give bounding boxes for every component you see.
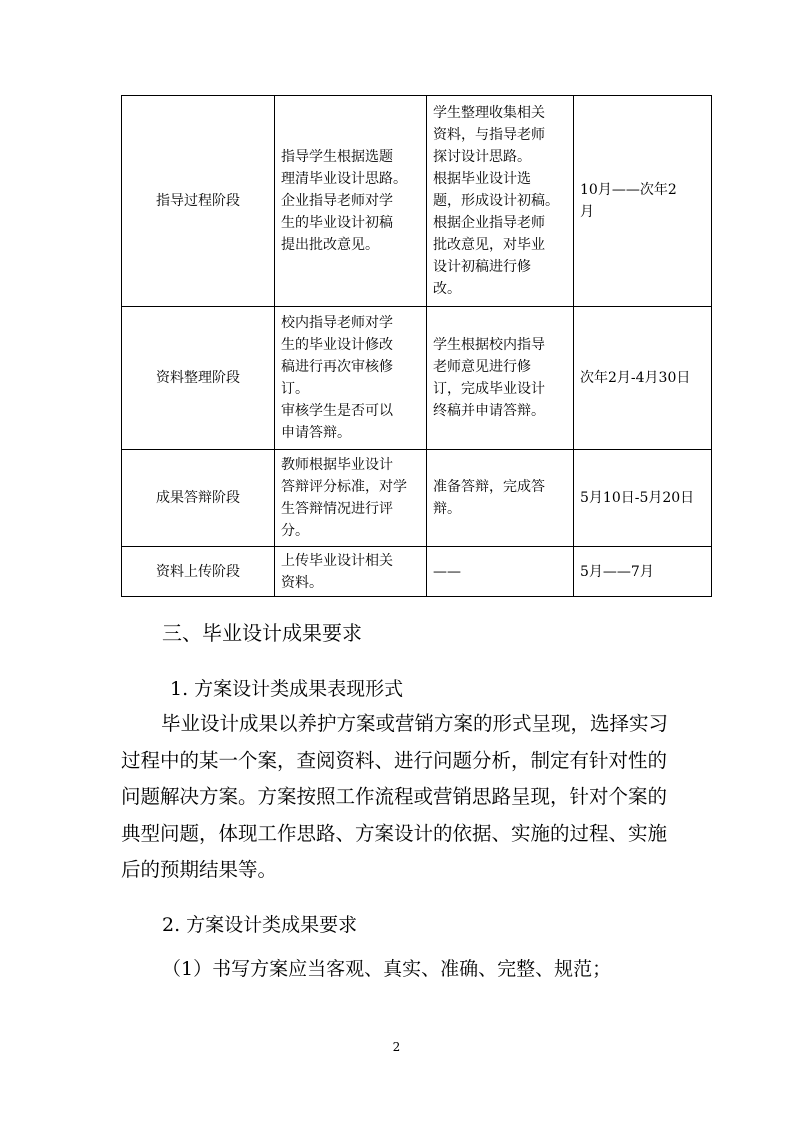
time-cell: [574, 96, 712, 307]
sub-heading-form: 1. 方案设计类成果表现形式: [170, 678, 404, 700]
time-text: 10月——次年2 月: [580, 182, 677, 220]
requirement-item-1: （1）书写方案应当客观、真实、准确、完整、规范；: [162, 958, 612, 980]
stage-label: 资料上传阶段: [156, 563, 240, 580]
time-text: 5月10日-5月20日: [580, 490, 695, 506]
table-row: [122, 450, 712, 547]
student-task-text: ——: [433, 563, 461, 580]
teacher-task-cell: [275, 307, 427, 450]
teacher-task-cell: [275, 547, 427, 597]
section-heading: 三、毕业设计成果要求: [162, 621, 362, 645]
schedule-table: [121, 95, 712, 597]
stage-label: 指导过程阶段: [156, 193, 240, 209]
stage-cell: [122, 547, 275, 597]
stage-cell: [122, 307, 275, 450]
time-cell: [574, 307, 712, 450]
time-cell: [574, 450, 712, 547]
student-task-text: 学生整理收集相关 资料，与指导老师 探讨设计思路。 根据毕业设计选 题，形成设计初稿。 根据企业指导老师 批改意见，对毕业 设计初稿进行修 改。: [433, 105, 559, 297]
stage-label: 成果答辩阶段: [156, 490, 240, 506]
teacher-task-cell: [275, 450, 427, 547]
stage-cell: [122, 96, 275, 307]
body-paragraph: 毕业设计成果以养护方案或营销方案的形式呈现，选择实习过程中的某一个案，查阅资料、进行问题分析，制定有针对性的问题解决方案。方案按照工作流程或营销思路呈现，针对个案的典型问题，体现工作思路、方案设计的依据、实施的过程、实施后的预期结果等。: [121, 712, 669, 881]
student-task-cell: [427, 450, 574, 547]
time-cell: [574, 547, 712, 597]
table-row: [122, 547, 712, 597]
student-task-cell: [427, 307, 574, 450]
teacher-task-text: 教师根据毕业设计 答辩评分标准，对学 生答辩情况进行评 分。: [281, 457, 407, 539]
teacher-task-text: 校内指导老师对学 生的毕业设计修改 稿进行再次审核修 订。 审核学生是否可以 申请答辩。: [281, 315, 393, 441]
teacher-task-text: 指导学生根据选题 理清毕业设计思路。 企业指导老师对学 生的毕业设计初稿 提出批改意见。: [281, 149, 407, 253]
student-task-text: 准备答辩，完成答 辩。: [433, 479, 545, 517]
sub-heading-requirements: 2. 方案设计类成果要求: [162, 914, 358, 936]
stage-label: 资料整理阶段: [156, 370, 240, 386]
time-text: 5月——7月: [580, 563, 654, 580]
teacher-task-cell: [275, 96, 427, 307]
table-row: [122, 307, 712, 450]
stage-cell: [122, 450, 275, 547]
student-task-cell: [427, 96, 574, 307]
table-row: [122, 96, 712, 307]
teacher-task-text: 上传毕业设计相关 资料。: [281, 552, 393, 591]
time-text: 次年2月-4月30日: [580, 370, 691, 386]
page-number: 2: [392, 1040, 401, 1054]
student-task-cell: [427, 547, 574, 597]
student-task-text: 学生根据校内指导 老师意见进行修 订，完成毕业设计 终稿并申请答辩。: [433, 337, 545, 419]
